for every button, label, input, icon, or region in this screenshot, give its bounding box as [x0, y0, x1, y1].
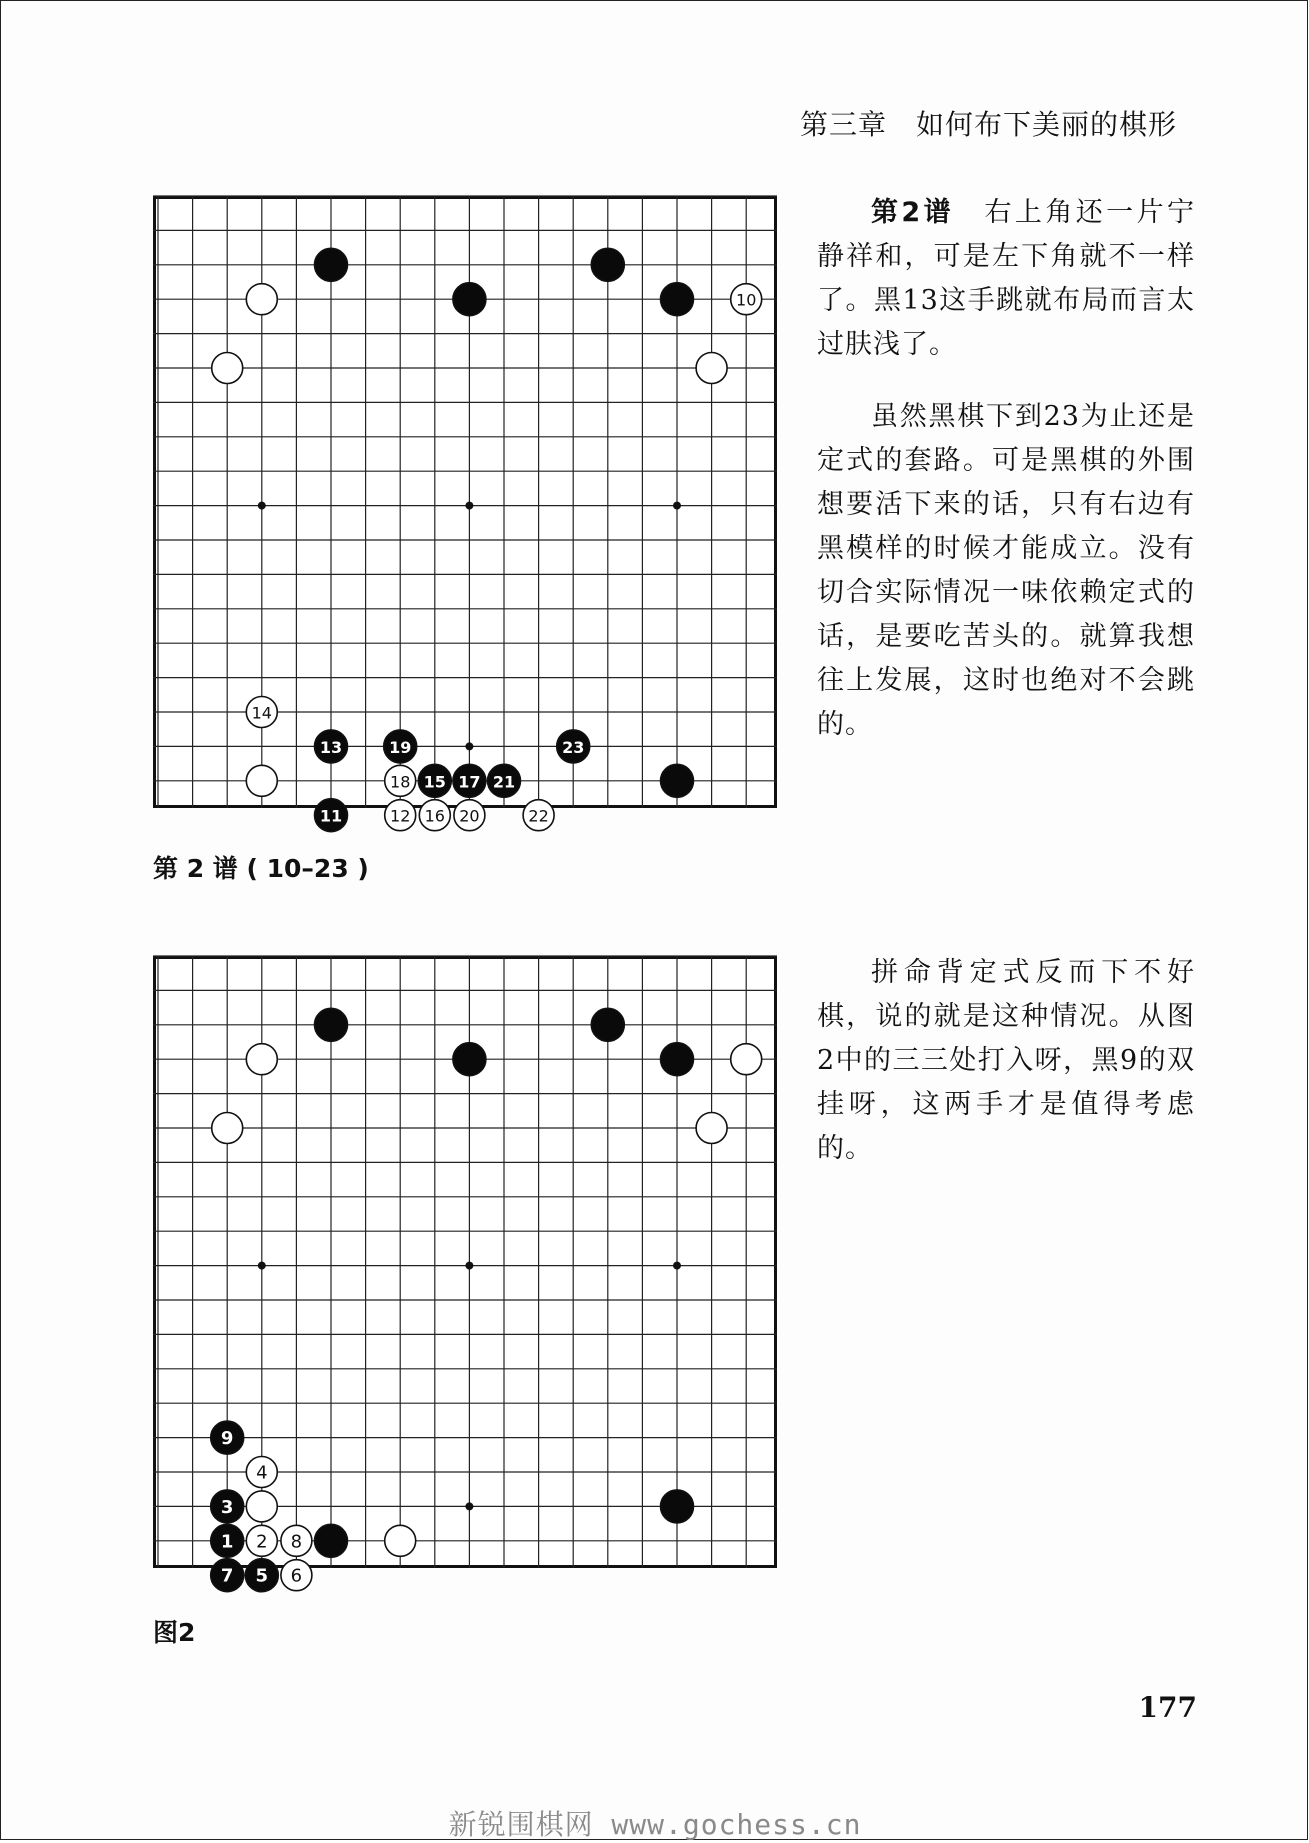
stone-shape — [246, 1044, 277, 1075]
stone-shape — [453, 1043, 486, 1076]
chapter-header: 第三章 如何布下美丽的棋形 — [799, 108, 1177, 141]
move-number: 15 — [423, 772, 446, 792]
black-stone — [591, 1008, 624, 1041]
black-stone-5 — [245, 1559, 278, 1592]
black-stone-23 — [557, 730, 590, 763]
white-stone-14 — [246, 697, 277, 728]
move-number: 4 — [256, 1462, 268, 1484]
stone-shape — [696, 353, 727, 384]
black-stone-7 — [211, 1559, 244, 1592]
black-stone-9 — [211, 1421, 244, 1454]
stone-shape — [661, 283, 694, 316]
star-point — [465, 502, 473, 510]
white-stone-16 — [419, 800, 450, 831]
white-stone-2 — [246, 1525, 277, 1556]
diagram-1-caption: 第 2 谱 ( 10–23 ) — [153, 854, 369, 883]
stone-shape — [246, 284, 277, 315]
stone-shape — [212, 353, 243, 384]
game-record-label: 第2谱 — [871, 197, 955, 228]
black-stone — [661, 1490, 694, 1523]
go-board-diagram-2 — [153, 956, 777, 1587]
text-block-1-para-1-body: 右上角还一片宁静祥和，可是左下角就不一样了。黑13这手跳就布局而言太过肤浅了。 — [817, 197, 1196, 360]
stone-shape — [661, 764, 694, 797]
move-number: 3 — [220, 1496, 234, 1518]
star-point — [258, 1262, 266, 1270]
black-stone-17 — [453, 764, 486, 797]
white-stone — [246, 1044, 277, 1075]
stone-shape — [591, 248, 624, 281]
move-number: 20 — [459, 806, 480, 826]
move-number: 13 — [319, 737, 343, 757]
move-number: 21 — [492, 772, 516, 792]
black-stone-11 — [315, 799, 348, 832]
move-number: 14 — [251, 703, 272, 723]
black-stone-1 — [211, 1524, 244, 1557]
white-stone — [696, 1113, 727, 1144]
move-number: 8 — [290, 1531, 303, 1553]
black-stone-13 — [315, 730, 348, 763]
white-stone-18 — [385, 765, 416, 796]
black-stone — [315, 248, 348, 281]
move-number: 7 — [220, 1565, 234, 1587]
black-stone-3 — [211, 1490, 244, 1523]
text-block-2-para-1: 拼命背定式反而下不好棋，说的就是这种情况。从图2中的三三处打入呀，黑9的双挂呀，这两手才是值得考虑的。 — [817, 957, 1195, 1164]
move-number: 23 — [562, 737, 585, 757]
white-stone — [212, 353, 243, 384]
stone-shape — [315, 1008, 348, 1041]
text-block-1-para-1 — [817, 191, 1195, 367]
stone-shape — [661, 1490, 694, 1523]
white-stone — [696, 353, 727, 384]
white-stone — [246, 765, 277, 796]
white-stone-12 — [385, 800, 416, 831]
stone-shape — [661, 1043, 694, 1076]
white-stone — [212, 1113, 243, 1144]
star-point — [465, 1502, 473, 1510]
move-number: 9 — [220, 1428, 234, 1450]
move-number: 1 — [220, 1531, 234, 1553]
move-number: 16 — [424, 806, 445, 826]
star-point — [673, 1262, 681, 1270]
stone-shape — [696, 1113, 727, 1144]
stone-shape — [315, 248, 348, 281]
white-stone-10 — [731, 284, 762, 315]
white-stone — [385, 1525, 416, 1556]
star-point — [673, 502, 681, 510]
stone-shape — [731, 1044, 762, 1075]
board-2-svg — [153, 956, 777, 1587]
white-stone-20 — [454, 800, 485, 831]
white-stone-6 — [281, 1560, 312, 1591]
black-stone-15 — [418, 764, 451, 797]
star-point — [465, 1262, 473, 1270]
black-stone — [315, 1524, 348, 1557]
white-stone — [246, 284, 277, 315]
move-number: 6 — [290, 1565, 303, 1587]
black-stone — [661, 764, 694, 797]
move-number: 11 — [319, 806, 343, 826]
black-stone — [591, 248, 624, 281]
star-point — [258, 502, 266, 510]
white-stone-4 — [246, 1457, 277, 1488]
board-1-svg — [153, 196, 777, 826]
white-stone-22 — [523, 800, 554, 831]
move-number: 12 — [390, 806, 411, 826]
move-number: 2 — [256, 1531, 268, 1553]
black-stone — [453, 283, 486, 316]
star-point — [465, 742, 473, 750]
white-stone — [731, 1044, 762, 1075]
stone-shape — [212, 1113, 243, 1144]
black-stone — [453, 1043, 486, 1076]
stone-shape — [246, 765, 277, 796]
go-board-diagram-1 — [153, 196, 777, 826]
white-stone-8 — [281, 1525, 312, 1556]
stone-shape — [246, 1491, 277, 1522]
stone-shape — [591, 1008, 624, 1041]
black-stone — [661, 1043, 694, 1076]
move-number: 5 — [255, 1565, 269, 1587]
move-number: 10 — [736, 290, 757, 310]
stone-shape — [453, 283, 486, 316]
text-block-1-para-2: 虽然黑棋下到23为止还是定式的套路。可是黑棋的外围想要活下来的话，只有右边有黑模样的时候才能成立。没有切合实际情况一味依赖定式的话，是要吃苦头的。就算我想往上发展，这时也绝对不会跳的。 — [817, 401, 1195, 740]
move-number: 19 — [389, 737, 412, 757]
move-number: 18 — [390, 772, 411, 792]
black-stone — [315, 1008, 348, 1041]
stone-shape — [315, 1524, 348, 1557]
move-number: 17 — [458, 772, 481, 792]
page-number: 177 — [1138, 1691, 1197, 1724]
black-stone-21 — [488, 764, 521, 797]
black-stone-19 — [384, 730, 417, 763]
white-stone — [246, 1491, 277, 1522]
black-stone — [661, 283, 694, 316]
diagram-2-caption: 图2 — [153, 1618, 196, 1647]
move-number: 22 — [528, 806, 549, 826]
watermark: 新锐围棋网 www.gochess.cn — [448, 1808, 862, 1841]
stone-shape — [385, 1525, 416, 1556]
